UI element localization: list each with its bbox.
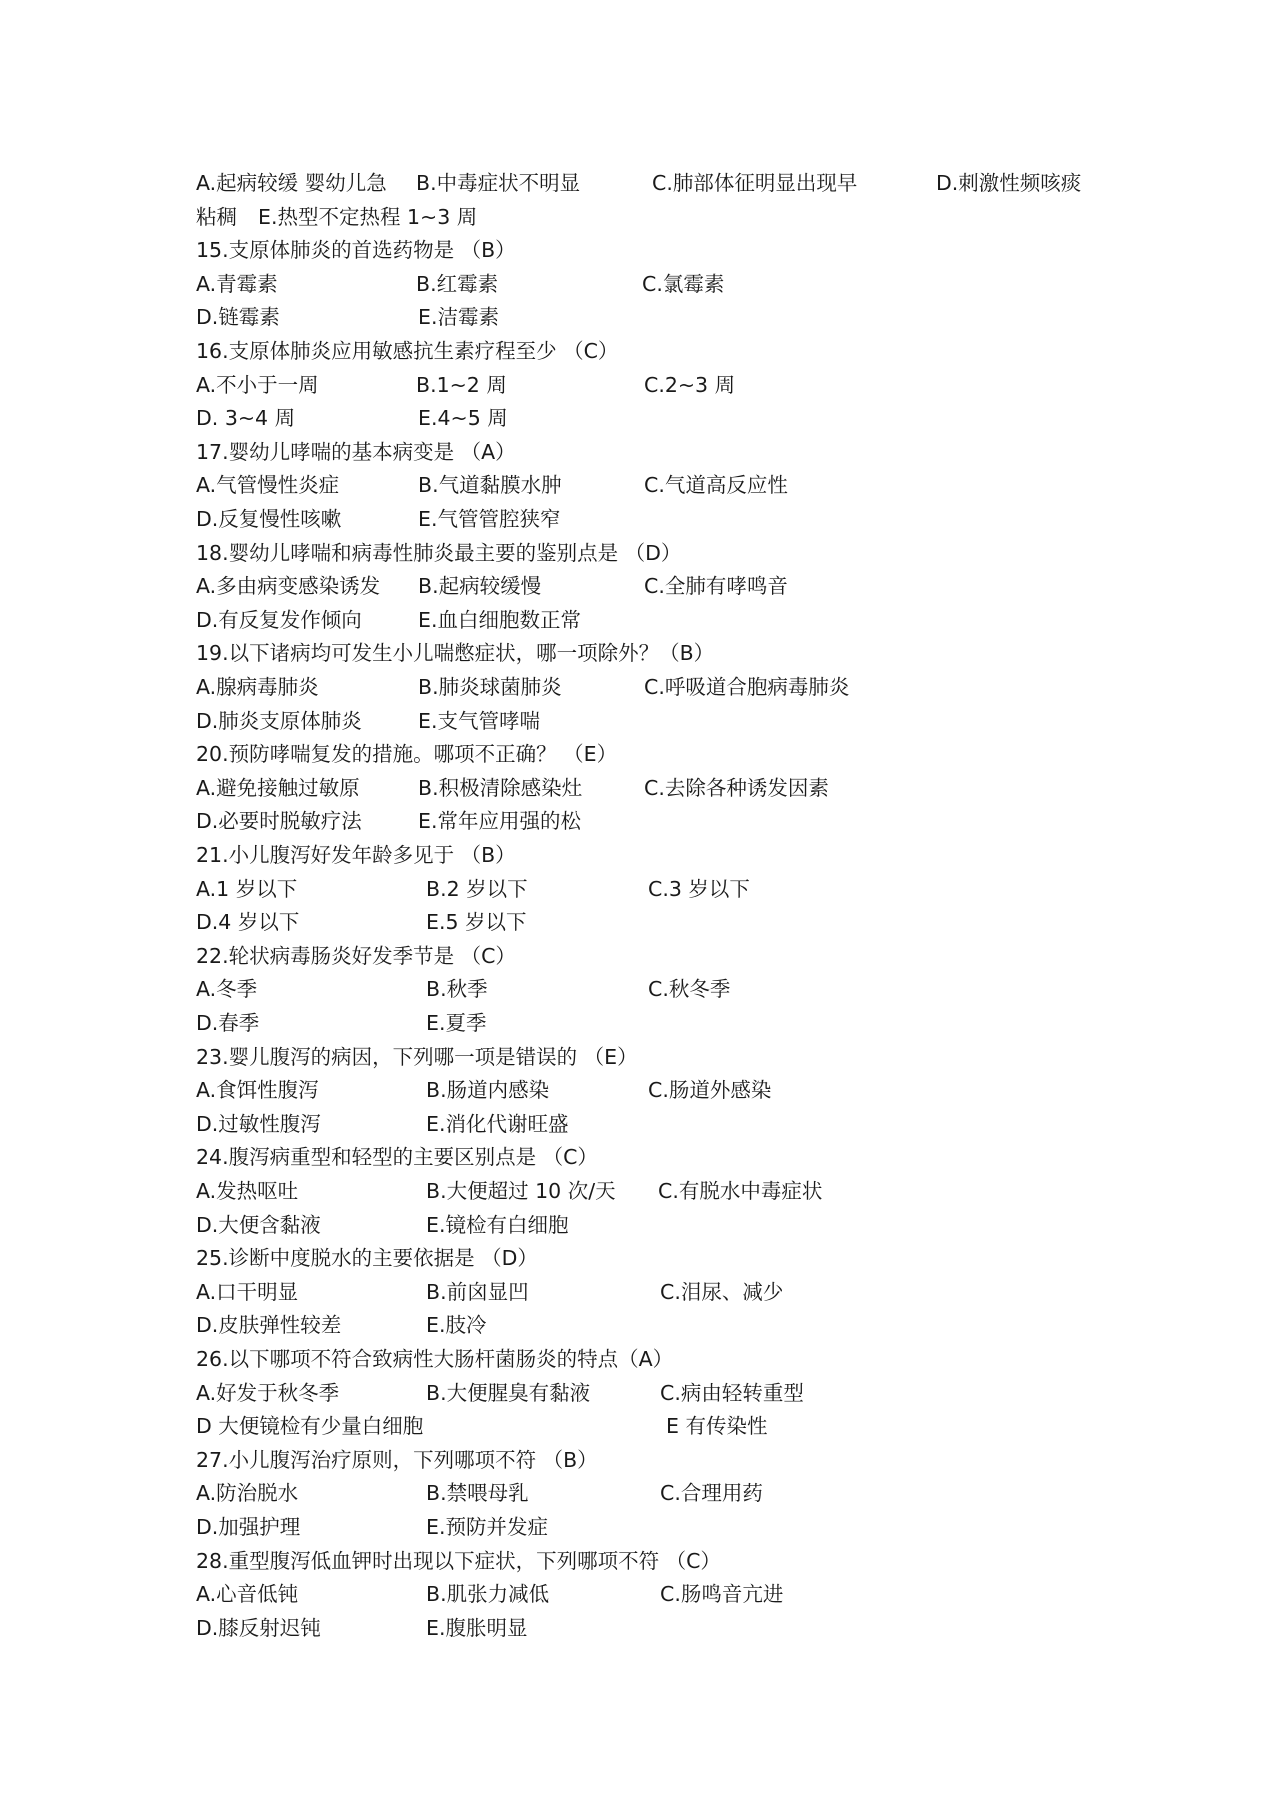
option-text: C.泪尿、减少 [660, 1279, 784, 1304]
options-row [196, 1577, 1196, 1611]
option-text: B.积极清除感染灶 [418, 775, 583, 800]
option-text: A.避免接触过敏原 [196, 775, 360, 800]
option-text: B.秋季 [426, 977, 488, 1002]
option-text: B.大便超过 10 次/天 [426, 1179, 616, 1203]
option-text: A.1 岁以下 [196, 876, 298, 901]
option-text: D.肺炎支原体肺炎 [196, 708, 362, 733]
options-row [196, 1308, 1196, 1342]
option-text: C.病由轻转重型 [660, 1380, 804, 1405]
option-text: D.春季 [196, 1011, 260, 1035]
option-text: C.合理用药 [660, 1481, 763, 1506]
question-text: 28.重型腹泻低血钾时出现以下症状，下列哪项不符 （C） [196, 1548, 721, 1573]
option-text: E.热型不定热程 1~3 周 [258, 204, 478, 229]
question-text: 21.小儿腹泻好发年龄多见于 （B） [196, 843, 516, 867]
options-row [196, 1073, 1196, 1107]
option-text: B.中毒症状不明显 [416, 171, 581, 195]
options-row [196, 905, 1196, 939]
question-text: 23.婴儿腹泻的病因，下列哪一项是错误的 （E） [196, 1044, 638, 1069]
option-text: C.气道高反应性 [644, 473, 788, 498]
options-row [196, 368, 1196, 402]
option-text: E 有传染性 [666, 1414, 768, 1439]
option-text: E.洁霉素 [418, 305, 499, 330]
options-row [196, 804, 1196, 838]
option-text: D.膝反射迟钝 [196, 1615, 321, 1640]
option-text: 粘稠 [196, 204, 237, 229]
option-text: C.2~3 周 [644, 372, 736, 397]
option-text: E.常年应用强的松 [418, 809, 581, 834]
question-text: 16.支原体肺炎应用敏感抗生素疗程至少 （C） [196, 339, 619, 363]
option-text: E.夏季 [426, 1011, 487, 1035]
option-text: B.肠道内感染 [426, 1078, 550, 1103]
options-row [196, 569, 1196, 603]
option-text: E.腹胀明显 [426, 1615, 528, 1640]
option-text: C.秋冬季 [648, 977, 731, 1002]
option-text: E.气管管腔狭窄 [418, 507, 561, 531]
option-text: B.禁喂母乳 [426, 1481, 529, 1506]
option-text: A.好发于秋冬季 [196, 1380, 340, 1405]
options-row [196, 1510, 1196, 1544]
options-row [196, 401, 1196, 435]
option-text: C.3 岁以下 [648, 876, 750, 901]
option-text: D 大便镜检有少量白细胞 [196, 1414, 424, 1439]
option-text: A.气管慢性炎症 [196, 473, 340, 498]
option-text: A.青霉素 [196, 271, 278, 296]
option-text: C.肺部体征明显出现早 [652, 171, 858, 195]
option-text: A.起病较缓 婴幼儿急 [196, 171, 387, 195]
option-text: C.去除各种诱发因素 [644, 775, 829, 800]
option-text: C.肠鸣音亢进 [660, 1582, 784, 1607]
options-row [196, 1107, 1196, 1141]
option-text: E.支气管哮喘 [418, 708, 540, 733]
option-text: D.链霉素 [196, 305, 280, 330]
option-text: D.必要时脱敏疗法 [196, 809, 362, 834]
question-text: 25.诊断中度脱水的主要依据是 （D） [196, 1246, 538, 1271]
option-text: E.血白细胞数正常 [418, 607, 581, 632]
option-text: A.食饵性腹泻 [196, 1078, 319, 1103]
option-text: B.气道黏膜水肿 [418, 473, 562, 498]
option-text: A.口干明显 [196, 1279, 299, 1304]
options-row [196, 1006, 1196, 1040]
option-text: C.肠道外感染 [648, 1078, 772, 1103]
options-row [196, 670, 1196, 704]
question-text: 18.婴幼儿哮喘和病毒性肺炎最主要的鉴别点是 （D） [196, 540, 682, 565]
question-text: 19.以下诸病均可发生小儿喘憋症状，哪一项除外？（B） [196, 641, 715, 666]
option-text: B.红霉素 [416, 271, 499, 296]
options-row [196, 1208, 1196, 1242]
option-text: B.大便腥臭有黏液 [426, 1380, 591, 1405]
options-row [196, 502, 1196, 536]
options-row [196, 300, 1196, 334]
option-text: D.反复慢性咳嗽 [196, 507, 342, 531]
options-row [196, 468, 1196, 502]
options-row [196, 1409, 1196, 1443]
option-text: B.肺炎球菌肺炎 [418, 675, 562, 699]
options-row [196, 1376, 1196, 1410]
question-text: 20.预防哮喘复发的措施。哪项不正确？ （E） [196, 742, 618, 767]
option-text: B.前囟显凹 [426, 1279, 529, 1304]
option-text: A.多由病变感染诱发 [196, 574, 381, 599]
option-text: B.2 岁以下 [426, 876, 528, 901]
option-text: A.心音低钝 [196, 1582, 299, 1607]
options-row [196, 267, 1196, 301]
options-row [196, 1174, 1196, 1208]
option-text: E.4~5 周 [418, 406, 508, 431]
option-text: B.起病较缓慢 [418, 574, 542, 599]
option-text: C.有脱水中毒症状 [658, 1179, 823, 1203]
question-text: 24.腹泻病重型和轻型的主要区别点是 （C） [196, 1145, 598, 1170]
options-row [196, 972, 1196, 1006]
options-row [196, 166, 1196, 200]
option-text: E.肢冷 [426, 1313, 487, 1338]
question-text: 17.婴幼儿哮喘的基本病变是 （A） [196, 439, 516, 464]
option-text: E.镜检有白细胞 [426, 1212, 569, 1237]
question-text: 22.轮状病毒肠炎好发季节是 （C） [196, 943, 516, 968]
option-text: A.不小于一周 [196, 372, 319, 397]
option-text: A.防治脱水 [196, 1481, 299, 1506]
options-row [196, 872, 1196, 906]
option-text: D.刺激性频咳痰 [936, 171, 1082, 195]
option-text: D.有反复发作倾向 [196, 607, 362, 632]
options-row [196, 200, 1196, 234]
options-row [196, 1476, 1196, 1510]
option-text: E.消化代谢旺盛 [426, 1111, 569, 1136]
question-text: 27.小儿腹泻治疗原则，下列哪项不符 （B） [196, 1447, 598, 1472]
option-text: A.腺病毒肺炎 [196, 675, 319, 699]
options-row [196, 603, 1196, 637]
options-row [196, 1275, 1196, 1309]
options-row [196, 1611, 1196, 1645]
option-text: B.1~2 周 [416, 372, 507, 397]
option-text: E.5 岁以下 [426, 910, 527, 935]
option-text: A.发热呕吐 [196, 1179, 299, 1203]
option-text: D. 3~4 周 [196, 406, 296, 431]
question-text: 26.以下哪项不符合致病性大肠杆菌肠炎的特点（A） [196, 1347, 674, 1371]
option-text: D.大便含黏液 [196, 1212, 321, 1237]
option-text: D.4 岁以下 [196, 910, 300, 935]
options-row [196, 771, 1196, 805]
option-text: D.皮肤弹性较差 [196, 1313, 342, 1338]
option-text: C.全肺有哮鸣音 [644, 574, 788, 599]
option-text: C.呼吸道合胞病毒肺炎 [644, 675, 850, 699]
option-text: D.加强护理 [196, 1515, 301, 1539]
options-row [196, 704, 1196, 738]
option-text: A.冬季 [196, 977, 258, 1002]
option-text: B.肌张力减低 [426, 1582, 550, 1607]
option-text: E.预防并发症 [426, 1515, 548, 1539]
option-text: D.过敏性腹泻 [196, 1111, 321, 1136]
question-text: 15.支原体肺炎的首选药物是 （B） [196, 238, 516, 263]
option-text: C.氯霉素 [642, 271, 725, 296]
